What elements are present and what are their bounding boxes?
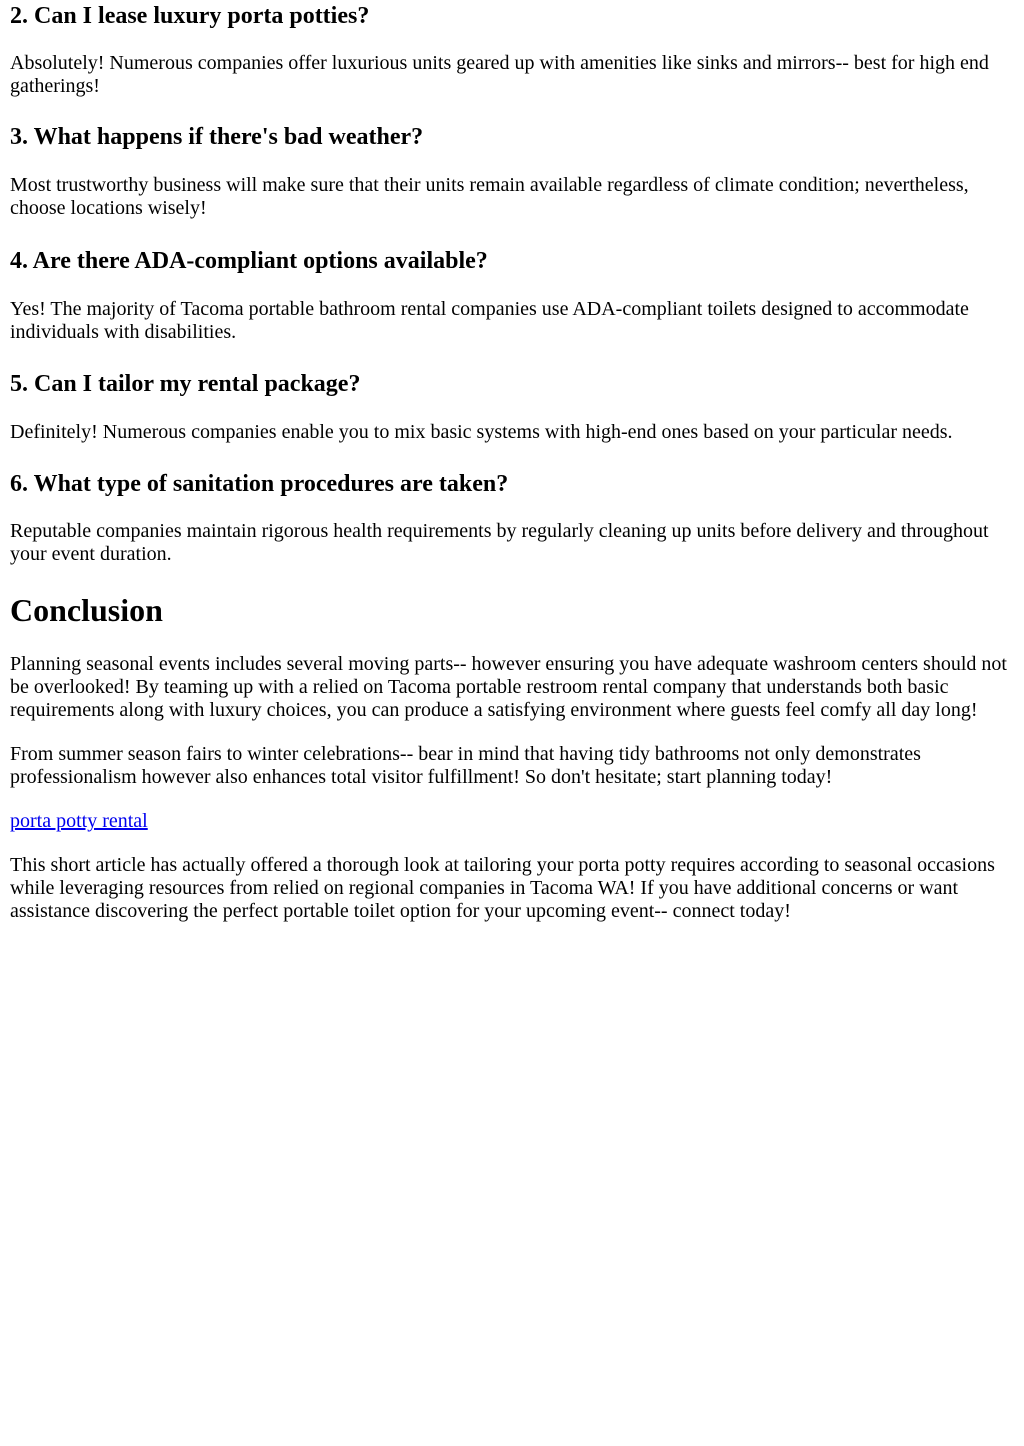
faq-question-5: 5. Can I tailor my rental package? — [10, 371, 361, 397]
faq-answer-4: Yes! The majority of Tacoma portable bathroom rental companies use ADA-compliant toilets designed to accommodate individuals with disabilities. — [10, 298, 969, 343]
porta-potty-rental-link[interactable]: porta potty rental — [10, 810, 148, 832]
faq-answer-5: Definitely! Numerous companies enable you to mix basic systems with high-end ones based on your particular needs. — [10, 421, 953, 443]
conclusion-heading: Conclusion — [10, 592, 163, 628]
faq-question-6: 6. What type of sanitation procedures are taken? — [10, 471, 509, 497]
conclusion-paragraph-1: Planning seasonal events includes several moving parts-- however ensuring you have adequate washroom centers should not be overlooked! By teaming up with a relied on Tacoma portable restroom rental company that understands both basic requirements along with luxury choices, you can produce a satisfying environment where guests feel comfy all day long! — [10, 653, 1007, 721]
faq-question-4: 4. Are there ADA-compliant options available? — [10, 248, 488, 274]
faq-answer-6: Reputable companies maintain rigorous health requirements by regularly cleaning up units before delivery and throughout your event duration. — [10, 520, 989, 565]
faq-answer-2: Absolutely! Numerous companies offer luxurious units geared up with amenities like sinks and mirrors-- best for high end gatherings! — [10, 52, 989, 97]
conclusion-paragraph-3: This short article has actually offered a thorough look at tailoring your porta potty requires according to seasonal occasions while leveraging resources from relied on regional companies in Tacoma WA! If you have additional concerns or want assistance discovering the perfect portable toilet option for your upcoming event-- connect today! — [10, 854, 995, 922]
conclusion-paragraph-2: From summer season fairs to winter celebrations-- bear in mind that having tidy bathrooms not only demonstrates professionalism however also enhances total visitor fulfillment! So don't hesitate; start planning today! — [10, 743, 921, 788]
faq-answer-3: Most trustworthy business will make sure that their units remain available regardless of climate condition; nevertheless, choose locations wisely! — [10, 174, 969, 219]
link-paragraph — [10, 810, 1014, 833]
faq-question-3: 3. What happens if there's bad weather? — [10, 124, 424, 150]
faq-question-2: 2. Can I lease luxury porta potties? — [10, 3, 370, 29]
